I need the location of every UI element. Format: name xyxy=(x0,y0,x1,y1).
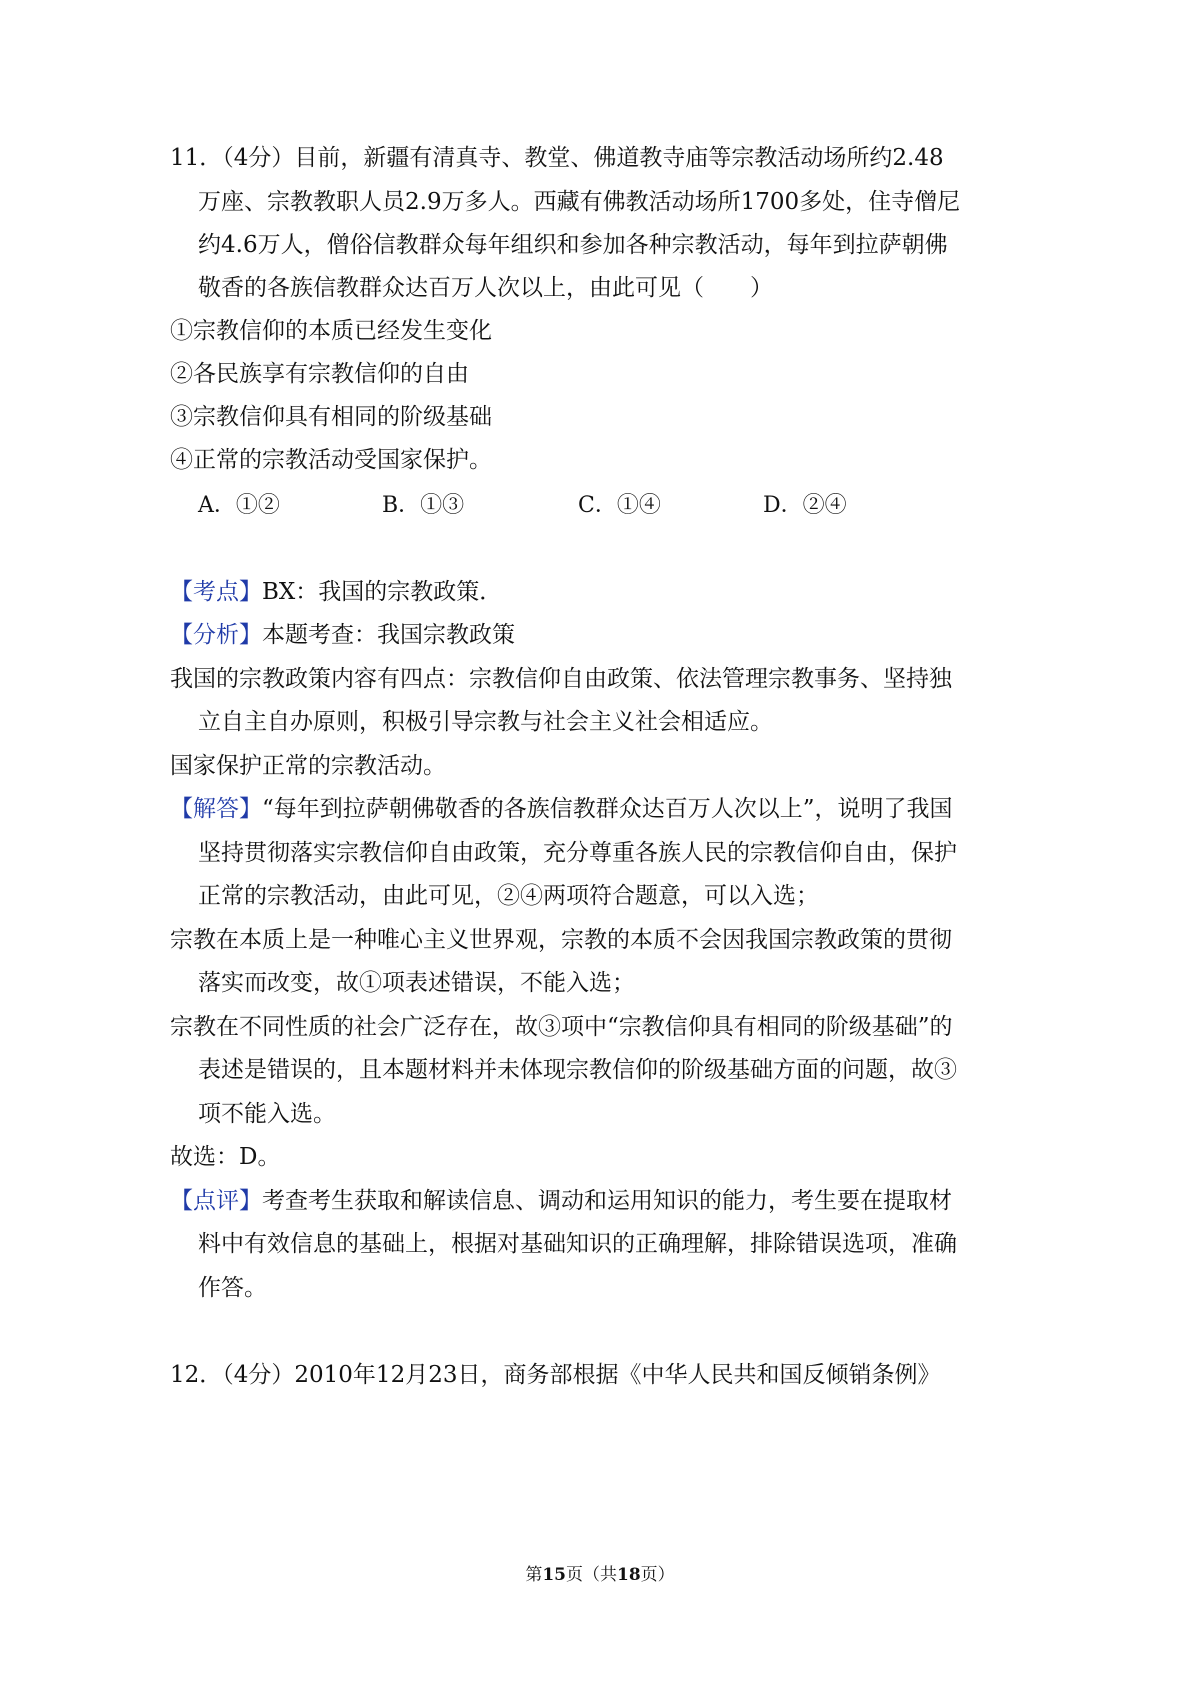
q11-line-2: 万座、宗教教职人员2.9万多人。西藏有佛教活动场所1700多处，住寺僧尼 xyxy=(198,189,961,215)
fenxi-row xyxy=(170,619,515,651)
footer-prefix: 第 xyxy=(525,1565,543,1585)
jieda-line-2: 正常的宗教活动，由此可见，②④两项符合题意，可以入选； xyxy=(198,883,819,909)
q11-line-1: 11．（4分）目前，新疆有清真寺、教堂、佛道教寺庙等宗教活动场所约2.48 xyxy=(170,145,944,171)
jieda-first: “每年到拉萨朝佛敬香的各族信教群众达百万人次以上”，说明了我国 xyxy=(262,796,953,822)
option-a: A．①② xyxy=(198,493,280,518)
q11-line-3: 约4.6万人，僧俗信教群众每年组织和参加各种宗教活动，每年到拉萨朝佛 xyxy=(198,232,948,258)
jieda-row xyxy=(170,793,953,825)
jieda-line-4: 落实而改变，故①项表述错误，不能入选； xyxy=(198,970,635,996)
dianping-first: 考查考生获取和解读信息、调动和运用知识的能力，考生要在提取材 xyxy=(262,1188,952,1214)
statement-1: ①宗教信仰的本质已经发生变化 xyxy=(170,318,492,344)
statement-3: ③宗教信仰具有相同的阶级基础 xyxy=(170,404,492,430)
fenxi-text: 本题考查：我国宗教政策 xyxy=(262,622,515,648)
dianping-row xyxy=(170,1185,952,1217)
footer-suffix: 页） xyxy=(640,1565,675,1585)
fenxi-line-2: 立自主自办原则，积极引导宗教与社会主义社会相适应。 xyxy=(198,709,773,735)
kaodian-tag: 【考点】 xyxy=(170,579,262,605)
dianping-line-2: 作答。 xyxy=(198,1275,267,1301)
jieda-line-7: 项不能入选。 xyxy=(198,1101,336,1127)
jieda-tag: 【解答】 xyxy=(170,796,262,822)
dianping-tag: 【点评】 xyxy=(170,1188,262,1214)
option-c: C．①④ xyxy=(578,493,661,518)
answer-line: 故选：D。 xyxy=(170,1144,281,1170)
fenxi-tag: 【分析】 xyxy=(170,622,262,648)
statement-2: ②各民族享有宗教信仰的自由 xyxy=(170,361,469,387)
kaodian-text: BX：我国的宗教政策． xyxy=(262,579,503,605)
jieda-line-3: 宗教在本质上是一种唯心主义世界观，宗教的本质不会因我国宗教政策的贯彻 xyxy=(170,927,952,953)
jieda-line-6: 表述是错误的，且本题材料并未体现宗教信仰的阶级基础方面的问题，故③ xyxy=(198,1057,957,1083)
page-footer xyxy=(0,1563,1200,1587)
fenxi-line-1: 我国的宗教政策内容有四点：宗教信仰自由政策、依法管理宗教事务、坚持独 xyxy=(170,666,952,692)
footer-middle: 页（共 xyxy=(566,1565,617,1585)
footer-page-number: 15 xyxy=(542,1565,566,1585)
footer-total-pages: 18 xyxy=(617,1565,641,1585)
q11-line-4: 敬香的各族信教群众达百万人次以上，由此可见（ ） xyxy=(198,275,773,301)
dianping-line-1: 料中有效信息的基础上，根据对基础知识的正确理解，排除错误选项，准确 xyxy=(198,1231,957,1257)
q12-line-1: 12．（4分）2010年12月23日，商务部根据《中华人民共和国反倾销条例》 xyxy=(170,1362,941,1388)
fenxi-line-3: 国家保护正常的宗教活动。 xyxy=(170,753,446,779)
jieda-line-1: 坚持贯彻落实宗教信仰自由政策，充分尊重各族人民的宗教信仰自由，保护 xyxy=(198,840,957,866)
statement-4: ④正常的宗教活动受国家保护。 xyxy=(170,447,492,473)
kaodian-row xyxy=(170,576,502,608)
jieda-line-5: 宗教在不同性质的社会广泛存在，故③项中“宗教信仰具有相同的阶级基础”的 xyxy=(170,1014,953,1040)
option-d: D．②④ xyxy=(763,493,847,518)
option-b: B．①③ xyxy=(382,493,465,518)
